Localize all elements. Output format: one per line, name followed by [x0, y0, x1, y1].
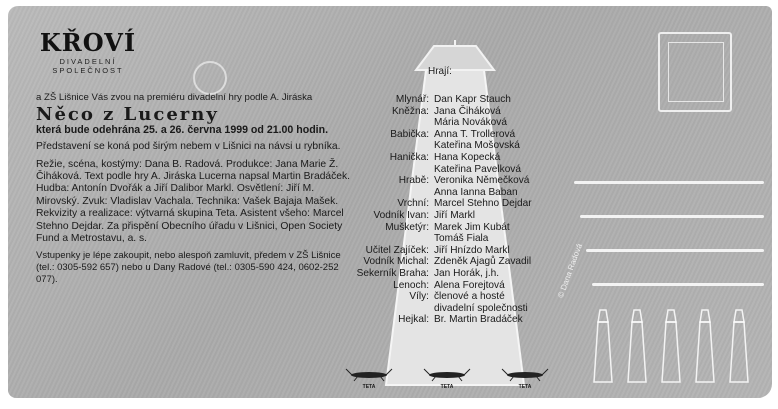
kroví-logo: [38, 28, 138, 75]
cast-row: [343, 280, 563, 292]
cast-role: Vodník Michal:: [363, 256, 429, 268]
teta-mark-3: [500, 368, 550, 390]
cast-role: Víly:: [409, 291, 429, 303]
cast-row: [343, 129, 563, 141]
teta-insect-icon: [344, 368, 394, 382]
cast-row: [343, 233, 563, 245]
cast-row: [343, 187, 563, 199]
teta-label-3: TETA: [518, 384, 532, 390]
cast-row: [343, 94, 563, 106]
cast-role: Hrabě:: [398, 175, 429, 187]
stamp-box: [658, 32, 732, 112]
cast-actor: Alena Forejtová: [434, 279, 505, 291]
intro-text: a ZŠ Lišnice Vás zvou na premiéru divadelní hry podle A. Jiráska: [36, 92, 313, 103]
stamp-figure-icon: [668, 42, 724, 102]
cast-role: Vodník Ivan:: [373, 209, 429, 221]
cast-row: [343, 245, 563, 257]
cast-row: [343, 106, 563, 118]
cast-list: [343, 94, 563, 326]
cast-row: [343, 222, 563, 234]
cast-row: [343, 291, 563, 303]
teta-mark-1: [344, 368, 394, 390]
logo-subtitle-2: SPOLEČNOST: [52, 66, 124, 75]
cast-role: [343, 303, 434, 315]
cast-row: [343, 117, 563, 129]
cast-actor: Br. Martin Bradáček: [434, 314, 523, 326]
cast-role: [343, 164, 434, 176]
cast-role: [343, 187, 434, 199]
cast-actor: Marcel Stehno Dejdar: [434, 198, 532, 210]
cast-role: Mušketýr:: [385, 221, 429, 233]
cast-actor: Jan Horák, j.h.: [434, 267, 500, 279]
cast-role: [343, 117, 434, 129]
cast-role: Babička:: [390, 128, 429, 140]
invitation-card: [8, 6, 772, 398]
cast-actor: Dan Kapr Stauch: [434, 94, 511, 105]
cast-row: [343, 303, 563, 315]
logo-subtitle-1: DIVADELNÍ: [59, 57, 117, 66]
play-title: Něco z Lucerny: [36, 104, 219, 126]
cast-role: Hejkal:: [398, 314, 429, 326]
cast-role: Vrchní:: [397, 198, 429, 210]
cast-role: Učitel Zajíček:: [365, 244, 429, 256]
address-line: [574, 181, 764, 184]
cast-actor: Anna Ianna Baban: [434, 186, 518, 198]
cast-actor: Jana Čiháková: [434, 105, 501, 117]
address-line: [586, 249, 764, 252]
teta-label-1: TETA: [362, 384, 376, 390]
cast-actor: Jiří Hnízdo Markl: [434, 244, 510, 256]
cast-row: [343, 140, 563, 152]
address-line: [580, 215, 764, 218]
cast-actor: Veronika Němečková: [434, 175, 530, 187]
cast-row: [343, 210, 563, 222]
cast-role: Sekerník Braha:: [356, 267, 429, 279]
venue-text: Představení se koná pod širým nebem v Lišnici na návsi u rybníka.: [36, 141, 341, 153]
teta-insect-icon: [500, 368, 550, 382]
artist-signature: © Dana Radová: [556, 242, 584, 300]
cast-actor: Jiří Markl: [434, 209, 475, 221]
cast-role: [343, 140, 434, 152]
moon-icon: [193, 61, 227, 95]
cast-row: [343, 268, 563, 280]
cast-actor: divadelní společnosti: [434, 302, 528, 314]
cast-heading: Hrají:: [428, 66, 452, 77]
teta-label-2: TETA: [440, 384, 454, 390]
cast-row: [343, 198, 563, 210]
cast-actor: Tomáš Fiala: [434, 233, 489, 245]
teta-insect-icon: [422, 368, 472, 382]
cast-actor: Kateřina Pavelková: [434, 163, 521, 175]
cast-row: [343, 175, 563, 187]
cast-row: [343, 152, 563, 164]
cast-role: Mlynář:: [395, 94, 429, 105]
cast-role: Kněžna:: [391, 105, 429, 117]
cast-actor: Kateřina Mošovská: [434, 140, 520, 152]
logo-title: KŘOVÍ: [39, 28, 137, 57]
cast-row: [343, 164, 563, 176]
cast-actor: Anna T. Trollerová: [434, 128, 516, 140]
address-line: [592, 283, 764, 286]
cast-actor: Mária Nováková: [434, 117, 507, 129]
credits-text: Režie, scéna, kostýmy: Dana B. Radová. Produkce: Jana Marie Ž. Čiháková. Text podle hry A. Jiráska Lucerna napsal Martin Bradáček. Hudba: Antonín Dvořák a Jiří Dalibor Markl. Osvětlení: Jiří M. Mirovský. Zvuk: Vladislav Vachala. Technika: Vašek Bajaja Mašek. Rekvizity a realizace: výtvarná skupina Teta. Asistent všeho: Marcel Stehno Dejdar. Za přispění Obecního úřadu v Lišnici, Open Society Fund a Metrostavu, a. s.: [36, 158, 351, 245]
cast-actor: Marek Jim Kubát: [434, 221, 510, 233]
cast-actor: Hana Kopecká: [434, 151, 501, 163]
cast-actor: členové a hosté: [434, 291, 505, 303]
bottles-drawing: [590, 302, 760, 388]
teta-mark-2: [422, 368, 472, 390]
tickets-text: Vstupenky je lépe zakoupit, nebo alespoň zamluvit, předem v ZŠ Lišnice (tel.: 0305-592 657) nebo u Dany Radové (tel.: 0305-590 424, 0602-252 077).: [36, 250, 341, 285]
cast-role: Hanička:: [389, 151, 429, 163]
performance-dates: která bude odehrána 25. a 26. června 1999 od 21.00 hodin.: [36, 123, 329, 136]
cast-role: Lenoch:: [393, 279, 429, 291]
cast-row: [343, 256, 563, 268]
cast-role: [343, 233, 434, 245]
cast-row: [343, 314, 563, 326]
invitation-text: [36, 92, 354, 290]
cast-actor: Zdeněk Ajagů Zavadil: [434, 256, 532, 268]
